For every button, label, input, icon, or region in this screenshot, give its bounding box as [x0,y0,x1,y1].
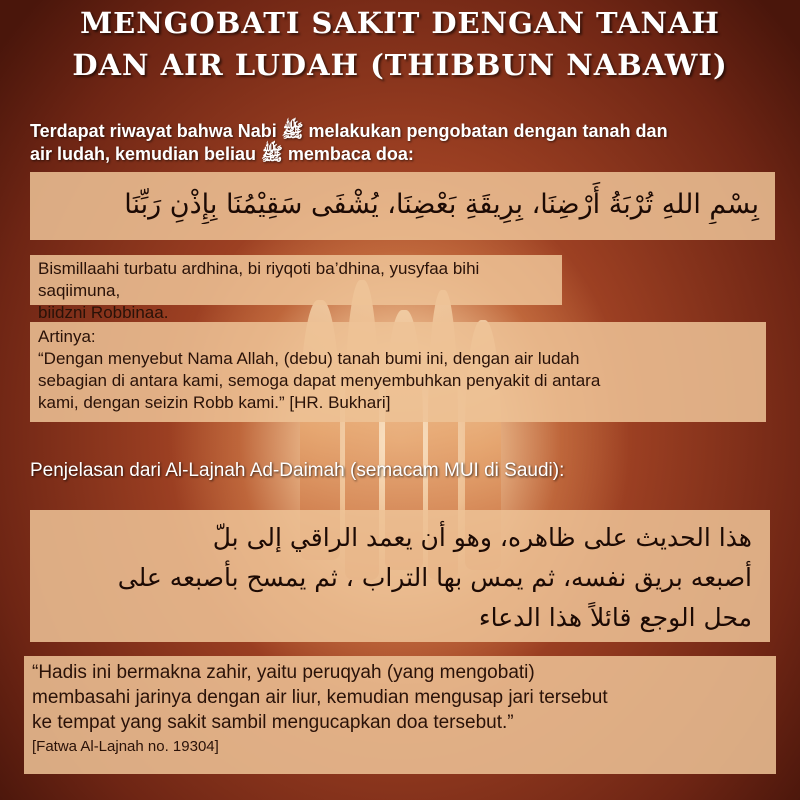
meaning-line-1: “Dengan menyebut Nama Allah, (debu) tanah bumi ini, dengan air ludah [38,349,580,368]
fatwa-arabic-line-1: هذا الحديث على ظاهره، وهو أن يعمد الراقي إلى بلّ [212,523,752,552]
fatwa-arabic-line-2: أصبعه بريق نفسه، ثم يمس بها التراب ، ثم يمسح بأصبعه على [117,563,752,592]
title-line-2: DAN AIR LUDAH (THIBBUN NABAWI) [72,48,728,82]
explanation-caption: Penjelasan dari Al-Lajnah Ad-Daimah (semacam MUI di Saudi): [30,460,565,481]
doa-arabic: بِسْمِ اللهِ تُرْبَةُ أَرْضِنَا، بِرِيقَةِ بَعْضِنَا، يُشْفَى سَقِيْمُنَا بِإِذْنِ رَبِّنَا [124,189,759,220]
meaning-line-3: kami, dengan seizin Robb kami.” [HR. Bukhari] [38,393,391,412]
fatwa-arabic-line-3: محل الوجع قائلاً هذا الدعاء [478,603,752,632]
fatwa-source: [Fatwa Al-Lajnah no. 19304] [32,738,219,755]
meaning-box [30,322,766,422]
intro-line-1: Terdapat riwayat bahwa Nabi ﷺ melakukan pengobatan dengan tanah dan [30,121,668,141]
intro-line-2: air ludah, kemudian beliau ﷺ membaca doa: [30,144,414,164]
fatwa-arabic-box [30,510,770,642]
meaning-label: Artinya: [38,327,96,346]
translation-line-3: ke tempat yang sakit sambil mengucapkan doa tersebut.” [32,712,514,733]
translation-box [24,656,776,774]
title-line-1: MENGOBATI SAKIT DENGAN TANAH [80,6,720,40]
translation-line-1: “Hadis ini bermakna zahir, yaitu peruqyah (yang mengobati) [32,662,535,683]
doa-box [30,172,775,240]
translation-line-2: membasahi jarinya dengan air liur, kemudian mengusap jari tersebut [32,687,608,708]
transliteration-box [30,255,562,322]
transliteration-line-1: Bismillaahi turbatu ardhina, bi riyqoti ba’dhina, yusyfaa bihi saqiimuna, [38,259,480,300]
meaning-line-2: sebagian di antara kami, semoga dapat menyembuhkan penyakit di antara [38,371,601,390]
intro-text [30,120,775,166]
transliteration-line-2: biidzni Robbinaa. [38,303,169,322]
